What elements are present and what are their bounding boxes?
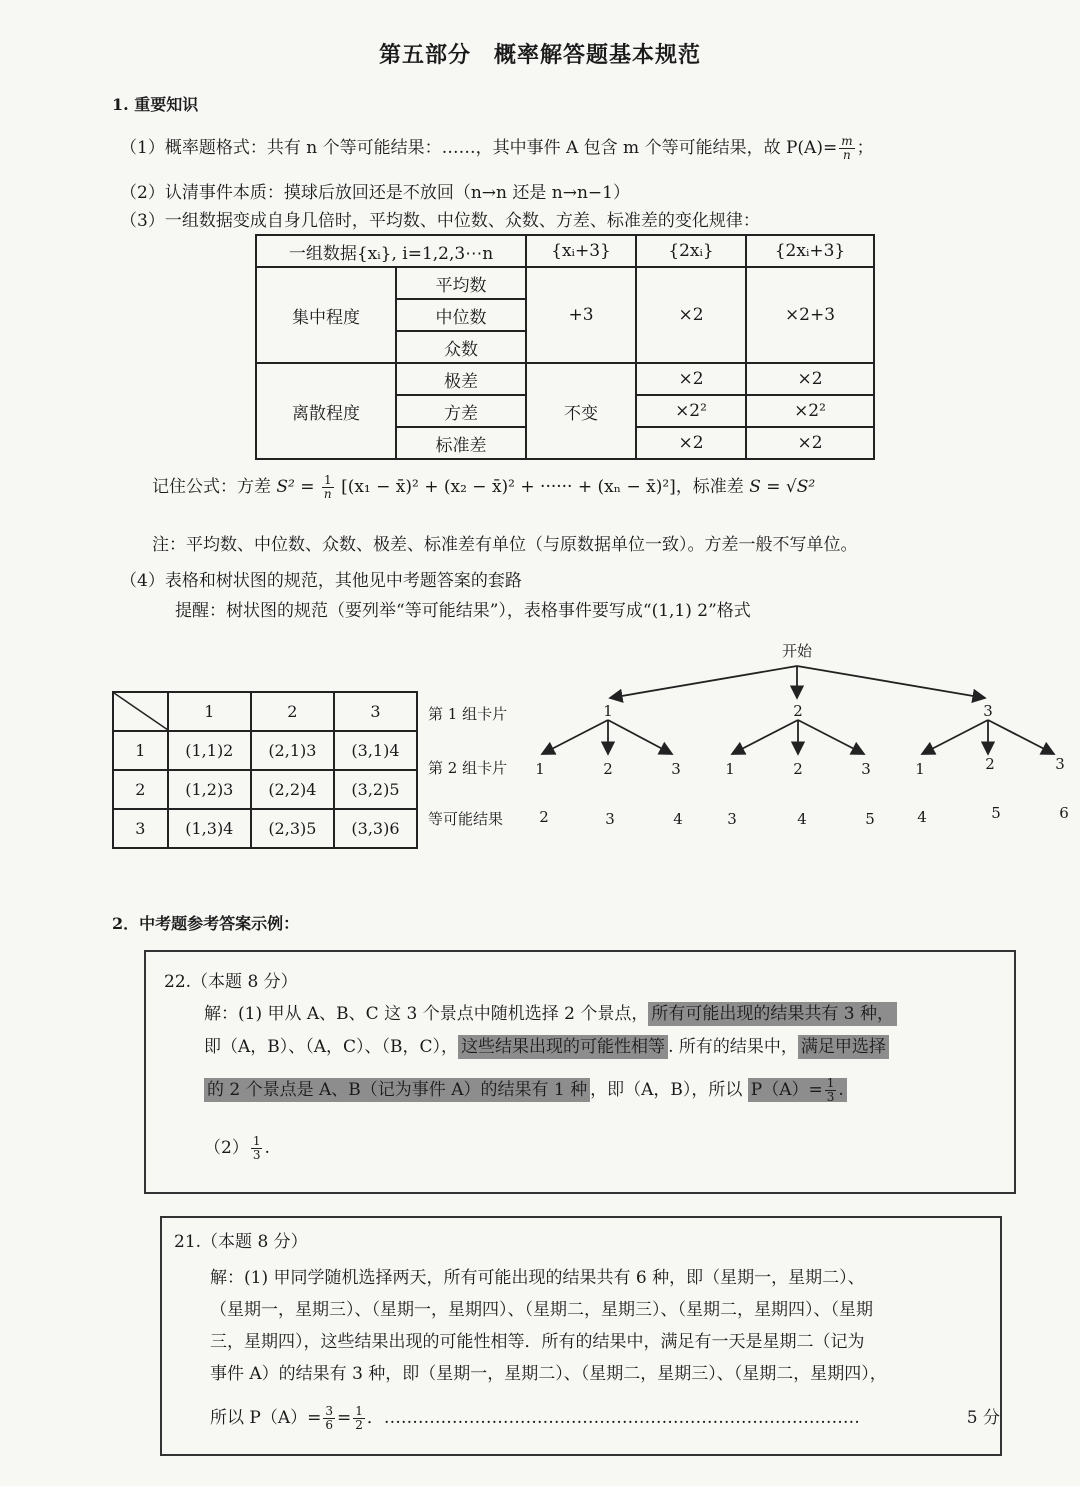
tree-label-results: 等可能结果 [428,810,504,828]
q22-line1 [204,998,897,1030]
row-range: 极差 [396,363,526,395]
formula-expr: [(x₁ − x̄)² + (x₂ − x̄)² + ······ + (xₙ − x̄)²] [341,477,676,497]
item1-fraction [839,135,854,162]
q22-text: . 所有的结果中， [668,1037,798,1057]
tree-result: 4 [673,810,683,828]
q22-fraction [825,1077,837,1104]
item1 [120,133,874,162]
grid-cell: (1,2)3 [168,770,251,809]
item3: （3）一组数据变成自身几倍时，平均数、中位数、众数、方差、标准差的变化规律： [120,211,760,231]
frac-num: 3 [325,1404,334,1418]
tree-node: 3 [861,760,871,778]
th-times2plus3: {2xᵢ+3} [746,235,874,267]
formula-label: 记住公式：方差 [152,477,271,497]
th-plus3: {xᵢ+3} [526,235,636,267]
frac-den: 6 [325,1418,334,1432]
tree-diagram [520,636,1080,836]
q21-line4: 事件 A）的结果有 3 种，即（星期一，星期二）、（星期二，星期三）、（星期二，星期四）， [210,1364,887,1384]
group-dispersion: 离散程度 [256,363,396,459]
sd-times2: ×2 [636,427,746,459]
sd-label: ，标准差 [675,477,744,497]
q22-highlight: 满足甲选择 [798,1035,889,1059]
variance-formula [152,472,815,501]
q22-text: （2） [204,1138,249,1158]
reminder: 提醒：树状图的规范（要列举“等可能结果”），表格事件要写成“(1,1) 2”格式 [175,601,751,621]
grid-cell: (3,1)4 [334,731,417,770]
corner-diagonal [114,693,168,730]
item1-tail: ； [856,138,874,158]
tree-result: 4 [917,808,927,826]
q21-line5: 所以 P（A）= $\frac{3}{6}$ = $\frac{1}{2}$ ．………………………………………………………………………… [210,1404,860,1432]
q22-answer-box [144,950,1016,1194]
outcome-grid [112,691,418,849]
page-title: 第五部分 概率解答题基本规范 [378,42,701,68]
grid-cell: (3,3)6 [334,809,417,848]
variance-times2plus3: ×2² [746,395,874,427]
central-times2plus3: ×2+3 [746,267,874,363]
q21-score: 5 分 [966,1408,1000,1428]
q22-title: 22.（本题 8 分） [164,972,298,992]
range-times2: ×2 [636,363,746,395]
q22-text: P（A）= [750,1080,823,1100]
frac-den: 3 [826,1090,835,1104]
frac-den: 3 [252,1148,261,1162]
grid-cell: (1,1)2 [168,731,251,770]
q22-text: 解：(1) 甲从 A、B、C 这 3 个景点中随机选择 2 个景点， [204,1004,649,1024]
q22-line2 [204,1031,889,1063]
tree-result: 4 [797,810,807,828]
dispersion-plus3: 不变 [526,363,636,459]
tree-node: 2 [985,755,995,773]
frac-num: 1 [355,1404,363,1418]
tree-node: 3 [983,702,993,720]
tree-node: 2 [793,702,803,720]
tree-result: 5 [991,804,1001,822]
q21-answer-box [160,1216,1002,1456]
q22-line4: （2） $\frac{1}{3}$ . [204,1134,270,1162]
q22-line3 [204,1074,847,1106]
grid-cell: (2,2)4 [251,770,334,809]
section2-heading: 2．中考题参考答案示例： [112,914,300,933]
tree-results [539,804,1069,828]
tree-node: 3 [671,760,681,778]
frac-den: 2 [355,1418,363,1432]
note: 注：平均数、中位数、众数、极差、标准差有单位（与原数据单位一致）。方差一般不写单位。 [152,535,858,555]
grid-row-header: 2 [113,770,168,809]
tree-node: 1 [725,760,735,778]
central-plus3: +3 [526,267,636,363]
grid-corner [113,692,168,731]
row-sd: 标准差 [396,427,526,459]
grid-col-header: 2 [251,692,334,731]
q22-highlight: 所有可能出现的结果共有 3 种， [648,1002,897,1026]
th-data: 一组数据{xᵢ}, i=1,2,3⋯n [256,235,526,267]
grid-row-header: 1 [113,731,168,770]
tree-level1 [603,702,993,720]
q21-line2: （星期一，星期三）、（星期一，星期四）、（星期二，星期三）、（星期二，星期四）、（星期 [210,1300,873,1320]
central-times2: ×2 [636,267,746,363]
item4: （4）表格和树状图的规范，其他见中考题答案的套路 [120,571,522,591]
q21-line3: 三，星期四），这些结果出现的可能性相等．所有的结果中，满足有一天是星期二（记为 [210,1332,865,1352]
q21-fraction2 [353,1405,365,1432]
grid-cell: (2,3)5 [251,809,334,848]
frac-num: 1 [322,474,334,488]
frac-den: n [843,148,851,162]
sd-expr: S = √S² [749,477,816,497]
tree-result: 5 [865,810,875,828]
tree-label-group2: 第 2 组卡片 [428,759,508,777]
tree-node: 2 [793,760,803,778]
q22-text: 即（A，B）、（A，C）、（B，C）， [204,1037,459,1057]
tree-result: 2 [539,808,549,826]
tree-node: 1 [535,760,545,778]
frac-num: 1 [826,1076,835,1090]
frac-den: n [323,487,332,501]
q21-fraction1 [323,1405,335,1432]
q22-highlight: 的 2 个景点是 A、B（记为事件 A）的结果有 1 种 [204,1078,590,1102]
row-variance: 方差 [396,395,526,427]
grid-col-header: 1 [168,692,251,731]
q22-probability-highlight: P（A）= $\frac{1}{3}$ . [748,1078,847,1102]
tree-label-group1: 第 1 组卡片 [428,705,508,723]
stats-table [255,234,875,460]
tree-level2 [535,755,1065,778]
tree-node: 2 [603,760,613,778]
group-central: 集中程度 [256,267,396,363]
formula-fraction [322,474,334,501]
tree-node: 1 [603,702,613,720]
tree-start: 开始 [781,642,813,660]
q22-fraction2 [251,1135,263,1162]
tree-node: 1 [915,760,925,778]
tree-result: 3 [605,810,615,828]
grid-row-header: 3 [113,809,168,848]
tree-result: 3 [727,810,737,828]
grid-cell: (1,3)4 [168,809,251,848]
q21-dots: ．………………………………………………………………………… [366,1408,860,1428]
th-times2: {2xᵢ} [636,235,746,267]
row-median: 中位数 [396,299,526,331]
q22-highlight: 这些结果出现的可能性相等 [458,1035,668,1059]
sd-times2plus3: ×2 [746,427,874,459]
grid-cell: (2,1)3 [251,731,334,770]
q21-text: 所以 P（A）= [210,1408,322,1428]
item2: （2）认清事件本质：摸球后放回还是不放回（n→n 还是 n→n−1） [120,183,630,203]
frac-num: m [841,134,853,148]
grid-col-header: 3 [334,692,417,731]
frac-num: 1 [252,1134,261,1148]
tree-result: 6 [1059,804,1069,822]
range-times2plus3: ×2 [746,363,874,395]
item1-text: （1）概率题格式：共有 n 个等可能结果：……，其中事件 A 包含 m 个等可能结果，故 P(A)= [120,138,838,158]
row-mode: 众数 [396,331,526,363]
variance-times2: ×2² [636,395,746,427]
section1-heading: 1. 重要知识 [112,95,199,114]
tree-node: 3 [1055,755,1065,773]
q21-line1: 解：(1) 甲同学随机选择两天，所有可能出现的结果共有 6 种，即（星期一，星期二）、 [210,1268,865,1288]
q21-title: 21.（本题 8 分） [174,1232,308,1252]
q22-text: ，即（A，B），所以 [590,1080,743,1100]
formula-s2: S² = [276,477,315,497]
row-mean: 平均数 [396,267,526,299]
grid-cell: (3,2)5 [334,770,417,809]
